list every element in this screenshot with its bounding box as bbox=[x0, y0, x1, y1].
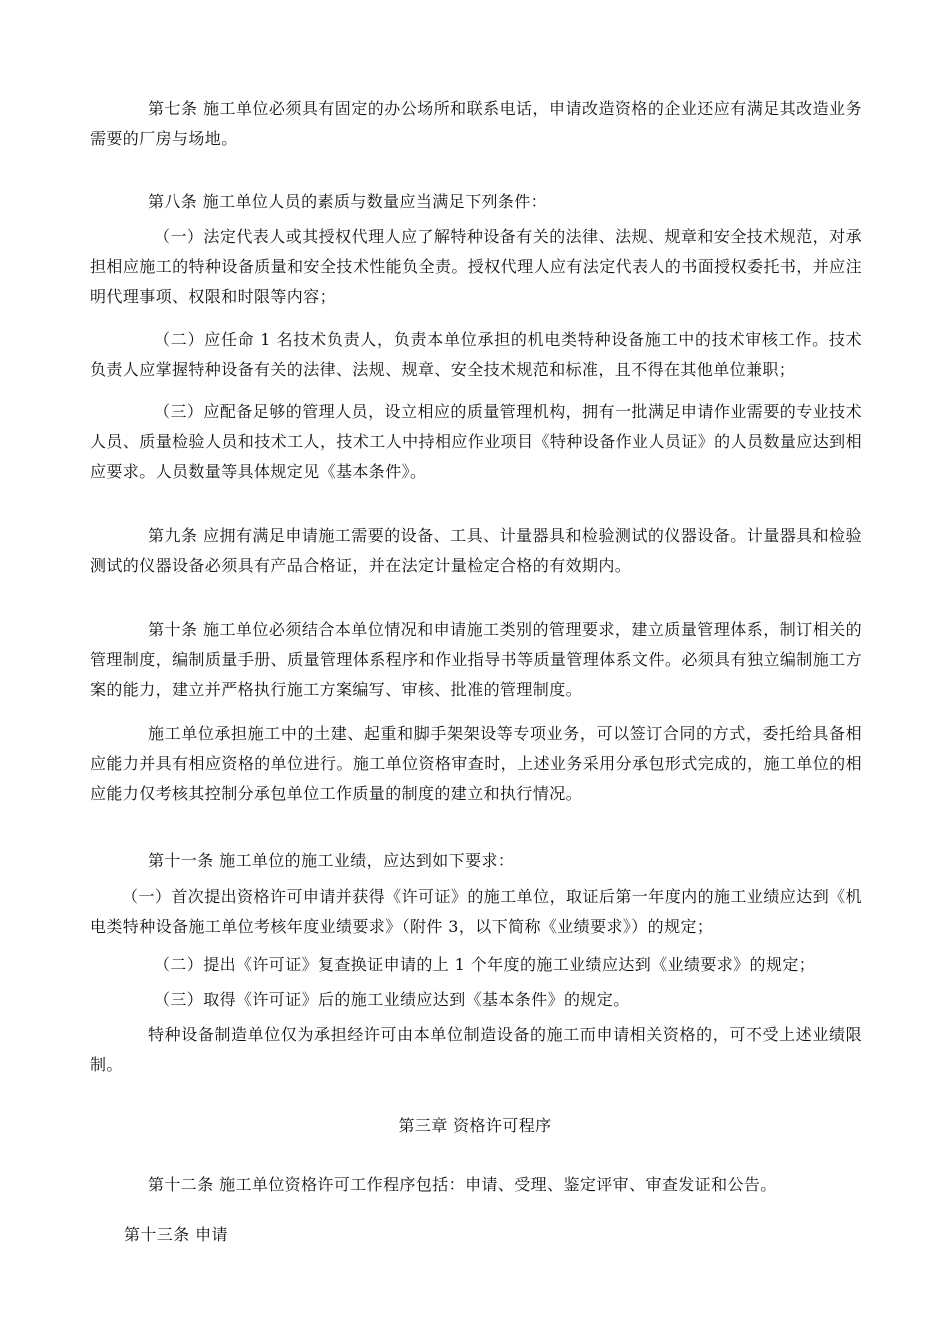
chapter-heading: 第三章 资格许可程序 bbox=[398, 1116, 552, 1135]
article-13: 第十三条 申请 bbox=[124, 1225, 228, 1244]
article-10: 第十条 施工单位必须结合本单位情况和申请施工类别的管理要求，建立质量管理体系，制订相关的管理制度，编制质量手册、质量管理体系程序和作业指导书等质量管理体系文件。必须具有独立编制施工方案的能力，建立并严格执行施工方案编写、审核、批准的管理制度。 bbox=[90, 620, 862, 699]
article-11-note: 特种设备制造单位仅为承担经许可由本单位制造设备的施工而申请相关资格的，可不受上述业绩限制。 bbox=[90, 1025, 862, 1074]
article-9: 第九条 应拥有满足申请施工需要的设备、工具、计量器具和检验测试的仪器设备。计量器具和检验测试的仪器设备必须具有产品合格证，并在法定计量检定合格的有效期内。 bbox=[90, 526, 862, 575]
article-10-paragraph-2: 施工单位承担施工中的土建、起重和脚手架架设等专项业务，可以签订合同的方式，委托给具备相应能力并具有相应资格的单位进行。施工单位资格审查时，上述业务采用分承包形式完成的，施工单位的相应能力仅考核其控制分承包单位工作质量的制度的建立和执行情况。 bbox=[90, 724, 862, 803]
article-8-item-2: （二）应任命 1 名技术负责人，负责本单位承担的机电类特种设备施工中的技术审核工作。技术负责人应掌握特种设备有关的法律、法规、规章、安全技术规范和标准，且不得在其他单位兼职； bbox=[90, 330, 862, 379]
article-8-item-1: （一）法定代表人或其授权代理人应了解特种设备有关的法律、法规、规章和安全技术规范，对承担相应施工的特种设备质量和安全技术性能负全责。授权代理人应有法定代表人的书面授权委托书，并应注明代理事项、权限和时限等内容； bbox=[90, 227, 862, 306]
article-8-item-3: （三）应配备足够的管理人员，设立相应的质量管理机构，拥有一批满足申请作业需要的专业技术人员、质量检验人员和技术工人，技术工人中持相应作业项目《特种设备作业人员证》的人员数量应达到相应要求。人员数量等具体规定见《基本条件》。 bbox=[90, 402, 862, 481]
article-11-item-1: （一）首次提出资格许可申请并获得《许可证》的施工单位，取证后第一年度内的施工业绩应达到《机电类特种设备施工单位考核年度业绩要求》（附件 3，以下简称《业绩要求》）的规定； bbox=[90, 887, 862, 936]
article-7: 第七条 施工单位必须具有固定的办公场所和联系电话，申请改造资格的企业还应有满足其改造业务需要的厂房与场地。 bbox=[90, 99, 862, 148]
article-12: 第十二条 施工单位资格许可工作程序包括：申请、受理、鉴定评审、审查发证和公告。 bbox=[148, 1175, 777, 1194]
article-11: 第十一条 施工单位的施工业绩，应达到如下要求： bbox=[148, 851, 515, 870]
article-11-item-3: （三）取得《许可证》后的施工业绩应达到《基本条件》的规定。 bbox=[154, 990, 630, 1009]
article-11-item-2: （二）提出《许可证》复查换证申请的上 1 个年度的施工业绩应达到《业绩要求》的规定； bbox=[154, 955, 816, 974]
article-8: 第八条 施工单位人员的素质与数量应当满足下列条件： bbox=[148, 192, 548, 211]
